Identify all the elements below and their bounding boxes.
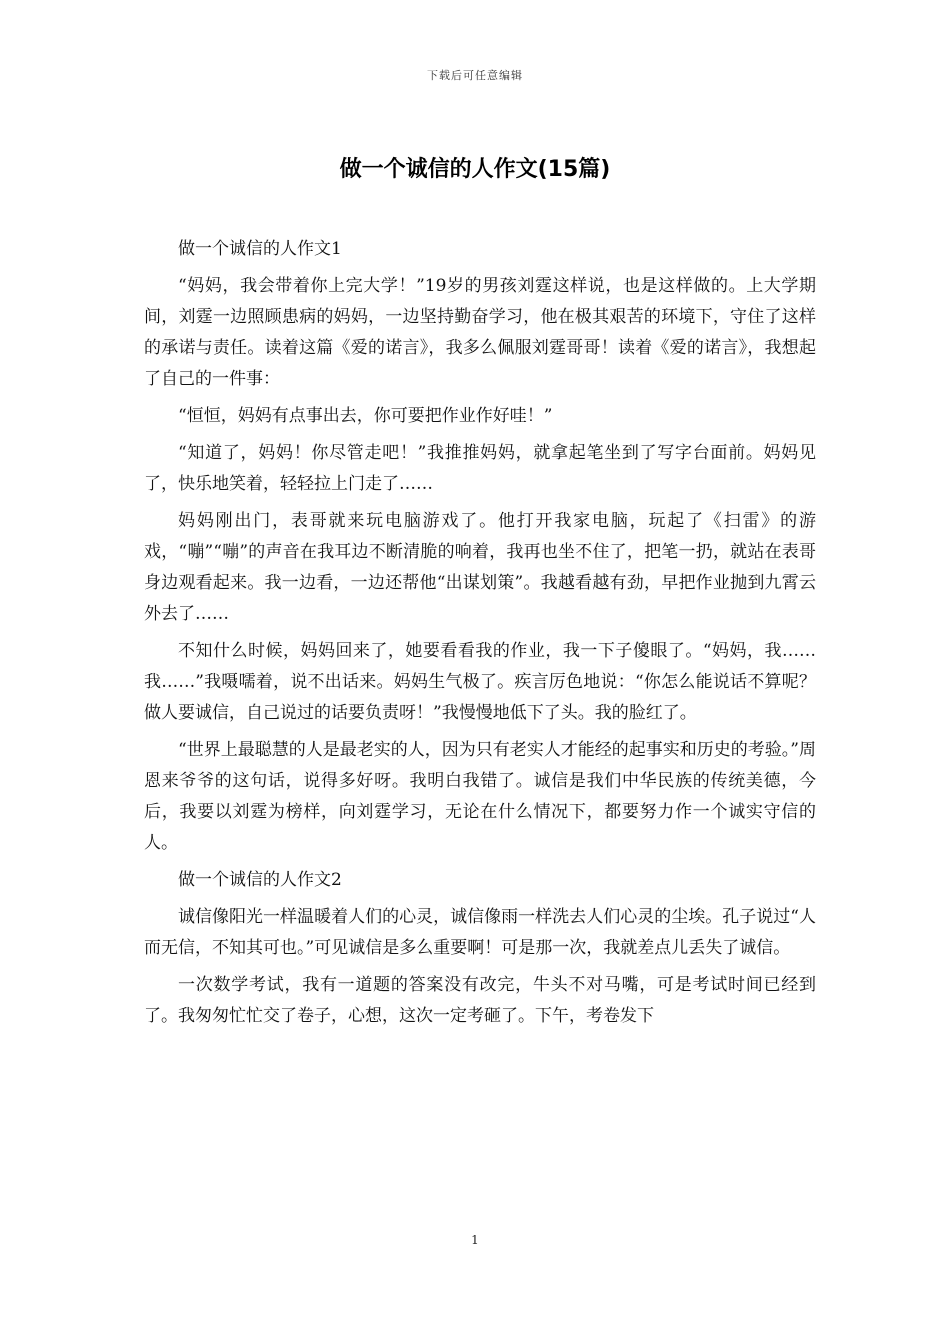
section-heading: 做一个诚信的人作文1 <box>178 239 342 259</box>
paragraph: “知道了，妈妈！你尽管走吧！”我推推妈妈，就拿起笔坐到了写字台面前。妈妈见了，快乐地笑着，轻轻拉上门走了…… <box>144 443 816 494</box>
section-heading: 做一个诚信的人作文2 <box>178 870 342 890</box>
paragraph: “妈妈，我会带着你上完大学！”19岁的男孩刘霆这样说，也是这样做的。上大学期间，刘霆一边照顾患病的妈妈，一边坚持勤奋学习，他在极其艰苦的环境下，守住了这样的承诺与责任。读着这篇《爱的诺言》，我多么佩服刘霆哥哥！读着《爱的诺言》，我想起了自己的一件事： <box>144 276 816 389</box>
page-number: 1 <box>471 1233 479 1247</box>
page-header: 下载后可任意编辑 <box>427 69 523 82</box>
paragraph: 诚信像阳光一样温暖着人们的心灵，诚信像雨一样洗去人们心灵的尘埃。孔子说过“人而无信，不知其可也。”可见诚信是多么重要啊！可是那一次，我就差点儿丢失了诚信。 <box>144 907 816 958</box>
document-title: 做一个诚信的人作文(15篇) <box>339 157 611 182</box>
paragraph: “恒恒，妈妈有点事出去，你可要把作业作好哇！” <box>178 406 553 426</box>
paragraph: 一次数学考试，我有一道题的答案没有改完，牛头不对马嘴，可是考试时间已经到了。我匆匆忙忙交了卷子，心想，这次一定考砸了。下午，考卷发下 <box>144 975 816 1026</box>
paragraph: 妈妈刚出门，表哥就来玩电脑游戏了。他打开我家电脑，玩起了《扫雷》的游戏，“嘣”“嘣”的声音在我耳边不断清脆的响着，我再也坐不住了，把笔一扔，就站在表哥身边观看起来。我一边看，一边还帮他“出谋划策”。我越看越有劲，早把作业抛到九霄云外去了…… <box>144 511 816 624</box>
paragraph: “世界上最聪慧的人是最老实的人，因为只有老实人才能经的起事实和历史的考验。”周恩来爷爷的这句话，说得多好呀。我明白我错了。诚信是我们中华民族的传统美德，今后，我要以刘霆为榜样，向刘霆学习，无论在什么情况下，都要努力作一个诚实守信的人。 <box>144 740 816 853</box>
paragraph: 不知什么时候，妈妈回来了，她要看看我的作业，我一下子傻眼了。“妈妈，我……我……”我嗫嚅着，说不出话来。妈妈生气极了。疾言厉色地说：“你怎么能说话不算呢？做人要诚信，自己说过的话要负责呀！”我慢慢地低下了头。我的脸红了。 <box>144 641 816 723</box>
document-body <box>144 234 816 1038</box>
